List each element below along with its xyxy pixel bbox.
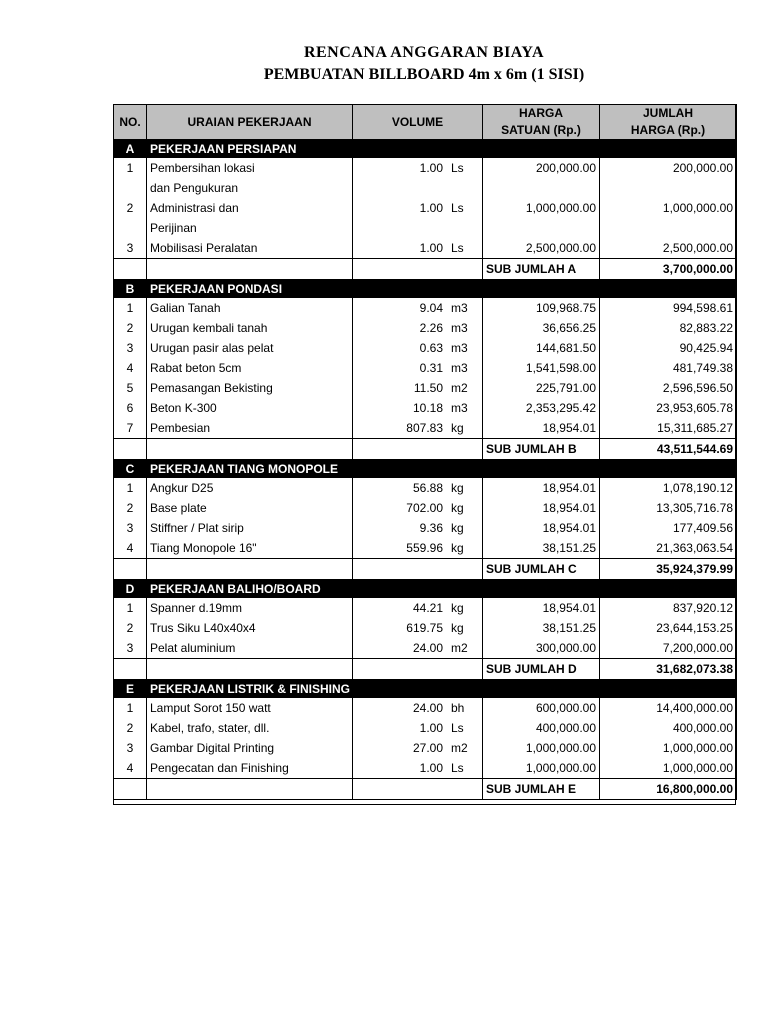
item-volume [353, 218, 483, 238]
table-row [114, 598, 737, 618]
volume-unit: m2 [451, 741, 468, 755]
subtotal-value: 43,511,544.69 [600, 439, 737, 460]
volume-value: 56.88 [412, 481, 443, 495]
section-name: PEKERJAAN BALIHO/BOARD [147, 580, 737, 599]
item-unit-price: 38,151.25 [483, 538, 600, 559]
table-row [114, 318, 737, 338]
item-volume [353, 178, 483, 198]
item-volume [353, 418, 483, 439]
item-unit-price [483, 218, 600, 238]
item-volume [353, 198, 483, 218]
item-unit-price: 600,000.00 [483, 698, 600, 718]
item-total-price: 14,400,000.00 [600, 698, 737, 718]
item-total-price: 2,596,596.50 [600, 378, 737, 398]
volume-unit: m3 [451, 341, 468, 355]
table-row [114, 158, 737, 178]
item-no: 2 [114, 718, 147, 738]
volume-unit: m2 [451, 381, 468, 395]
table-row [114, 218, 737, 238]
item-description: Spanner d.19mm [147, 598, 353, 618]
item-description: Rabat beton 5cm [147, 358, 353, 378]
subtotal-row [114, 259, 737, 280]
table-row [114, 618, 737, 638]
item-volume [353, 338, 483, 358]
section-name: PEKERJAAN PERSIAPAN [147, 140, 737, 159]
item-no: 1 [114, 598, 147, 618]
item-description: Perijinan [147, 218, 353, 238]
subtotal-label: SUB JUMLAH E [483, 779, 600, 800]
item-description: Stiffner / Plat sirip [147, 518, 353, 538]
item-description: Lamput Sorot 150 watt [147, 698, 353, 718]
item-description: Pengecatan dan Finishing [147, 758, 353, 779]
item-unit-price: 2,500,000.00 [483, 238, 600, 259]
item-no: 3 [114, 238, 147, 259]
volume-value: 0.31 [419, 361, 443, 375]
subtotal-label: SUB JUMLAH A [483, 259, 600, 280]
subtotal-row [114, 559, 737, 580]
subtotal-label: SUB JUMLAH D [483, 659, 600, 680]
item-volume [353, 398, 483, 418]
volume-value: 0.63 [419, 341, 443, 355]
header-harga-satuan: HARGA SATUAN (Rp.) [483, 105, 600, 140]
volume-value: 44.21 [412, 601, 443, 615]
item-no: 2 [114, 498, 147, 518]
item-unit-price: 36,656.25 [483, 318, 600, 338]
item-volume [353, 738, 483, 758]
volume-unit: Ls [451, 201, 464, 215]
item-description: Pelat aluminium [147, 638, 353, 659]
item-description: Kabel, trafo, stater, dll. [147, 718, 353, 738]
volume-value: 1.00 [419, 761, 443, 775]
volume-value: 702.00 [406, 501, 443, 515]
subtotal-value: 16,800,000.00 [600, 779, 737, 800]
table-row [114, 198, 737, 218]
item-no: 3 [114, 518, 147, 538]
item-volume [353, 158, 483, 178]
item-description: dan Pengukuran [147, 178, 353, 198]
volume-value: 24.00 [412, 701, 443, 715]
item-volume [353, 238, 483, 259]
item-description: Gambar Digital Printing [147, 738, 353, 758]
item-volume [353, 638, 483, 659]
item-total-price: 1,078,190.12 [600, 478, 737, 498]
table-row [114, 638, 737, 659]
item-description: Administrasi dan [147, 198, 353, 218]
subtotal-row [114, 659, 737, 680]
table-row [114, 238, 737, 259]
subtotal-value: 31,682,073.38 [600, 659, 737, 680]
item-unit-price: 18,954.01 [483, 498, 600, 518]
item-unit-price: 18,954.01 [483, 518, 600, 538]
header-no: NO. [114, 105, 147, 140]
item-total-price: 15,311,685.27 [600, 418, 737, 439]
subtotal-empty-no [114, 259, 147, 280]
item-description: Pembersihan lokasi [147, 158, 353, 178]
subtotal-row [114, 779, 737, 800]
section-header-row [114, 280, 737, 299]
section-name: PEKERJAAN PONDASI [147, 280, 737, 299]
table-row [114, 478, 737, 498]
item-volume [353, 598, 483, 618]
item-no [114, 218, 147, 238]
item-total-price: 481,749.38 [600, 358, 737, 378]
table-row [114, 738, 737, 758]
volume-unit: kg [451, 501, 464, 515]
item-description: Angkur D25 [147, 478, 353, 498]
volume-value: 1.00 [419, 241, 443, 255]
section-header-row [114, 140, 737, 159]
volume-value: 1.00 [419, 201, 443, 215]
subtotal-empty-desc [147, 779, 353, 800]
subtotal-empty-no [114, 559, 147, 580]
document-title: RENCANA ANGGARAN BIAYA [303, 44, 545, 61]
item-total-price: 7,200,000.00 [600, 638, 737, 659]
volume-value: 27.00 [412, 741, 443, 755]
item-no: 4 [114, 758, 147, 779]
item-no: 1 [114, 478, 147, 498]
item-description: Urugan kembali tanah [147, 318, 353, 338]
item-no: 1 [114, 698, 147, 718]
item-total-price [600, 178, 737, 198]
section-name: PEKERJAAN LISTRIK & FINISHING [147, 680, 737, 699]
item-volume [353, 538, 483, 559]
volume-value: 619.75 [406, 621, 443, 635]
subtotal-empty-no [114, 439, 147, 460]
item-description: Urugan pasir alas pelat [147, 338, 353, 358]
item-description: Pembesian [147, 418, 353, 439]
budget-table [113, 104, 737, 800]
item-unit-price: 1,541,598.00 [483, 358, 600, 378]
header-jumlah-harga: JUMLAH HARGA (Rp.) [600, 105, 737, 140]
item-description: Pemasangan Bekisting [147, 378, 353, 398]
item-total-price: 13,305,716.78 [600, 498, 737, 518]
volume-unit: m3 [451, 301, 468, 315]
table-row [114, 398, 737, 418]
volume-unit: kg [451, 421, 464, 435]
table-row [114, 538, 737, 559]
subtotal-empty-desc [147, 559, 353, 580]
item-unit-price: 109,968.75 [483, 298, 600, 318]
subtotal-empty-no [114, 659, 147, 680]
item-no [114, 178, 147, 198]
subtotal-label: SUB JUMLAH C [483, 559, 600, 580]
item-unit-price: 2,353,295.42 [483, 398, 600, 418]
header-volume: VOLUME [353, 105, 483, 140]
item-unit-price: 225,791.00 [483, 378, 600, 398]
item-total-price: 200,000.00 [600, 158, 737, 178]
item-volume [353, 378, 483, 398]
table-row [114, 718, 737, 738]
table-row [114, 518, 737, 538]
item-volume [353, 718, 483, 738]
item-no: 6 [114, 398, 147, 418]
item-no: 5 [114, 378, 147, 398]
item-unit-price [483, 178, 600, 198]
volume-unit: bh [451, 701, 465, 715]
item-no: 2 [114, 198, 147, 218]
section-header-row [114, 680, 737, 699]
item-total-price [600, 218, 737, 238]
header-uraian: URAIAN PEKERJAAN [147, 105, 353, 140]
section-code: C [114, 460, 147, 479]
item-volume [353, 318, 483, 338]
section-header-row [114, 460, 737, 479]
item-no: 4 [114, 358, 147, 378]
item-total-price: 23,644,153.25 [600, 618, 737, 638]
item-total-price: 90,425.94 [600, 338, 737, 358]
item-volume [353, 758, 483, 779]
volume-unit: Ls [451, 761, 464, 775]
item-volume [353, 698, 483, 718]
item-description: Trus Siku L40x40x4 [147, 618, 353, 638]
table-row [114, 378, 737, 398]
item-description: Galian Tanah [147, 298, 353, 318]
item-unit-price: 1,000,000.00 [483, 738, 600, 758]
item-no: 3 [114, 638, 147, 659]
table-row [114, 338, 737, 358]
table-row [114, 418, 737, 439]
item-volume [353, 478, 483, 498]
item-total-price: 994,598.61 [600, 298, 737, 318]
subtotal-row [114, 439, 737, 460]
item-total-price: 1,000,000.00 [600, 198, 737, 218]
volume-unit: m3 [451, 361, 468, 375]
table-row [114, 698, 737, 718]
item-unit-price: 1,000,000.00 [483, 198, 600, 218]
volume-value: 807.83 [406, 421, 443, 435]
subtotal-empty-desc [147, 439, 353, 460]
item-total-price: 21,363,063.54 [600, 538, 737, 559]
item-volume [353, 518, 483, 538]
item-total-price: 82,883.22 [600, 318, 737, 338]
subtotal-empty-desc [147, 259, 353, 280]
item-total-price: 23,953,605.78 [600, 398, 737, 418]
section-code: E [114, 680, 147, 699]
item-no: 1 [114, 158, 147, 178]
item-description: Tiang Monopole 16" [147, 538, 353, 559]
item-description: Base plate [147, 498, 353, 518]
item-unit-price: 38,151.25 [483, 618, 600, 638]
subtotal-empty-volume [353, 559, 483, 580]
volume-value: 10.18 [412, 401, 443, 415]
item-unit-price: 400,000.00 [483, 718, 600, 738]
item-description: Beton K-300 [147, 398, 353, 418]
item-total-price: 177,409.56 [600, 518, 737, 538]
table-row [114, 358, 737, 378]
subtotal-empty-volume [353, 779, 483, 800]
volume-unit: kg [451, 601, 464, 615]
item-no: 2 [114, 318, 147, 338]
subtotal-empty-no [114, 779, 147, 800]
volume-value: 9.36 [419, 521, 443, 535]
volume-unit: kg [451, 621, 464, 635]
section-code: D [114, 580, 147, 599]
item-unit-price: 18,954.01 [483, 598, 600, 618]
item-no: 4 [114, 538, 147, 559]
item-unit-price: 200,000.00 [483, 158, 600, 178]
volume-value: 559.96 [406, 541, 443, 555]
subtotal-value: 3,700,000.00 [600, 259, 737, 280]
item-no: 1 [114, 298, 147, 318]
volume-unit: kg [451, 541, 464, 555]
table-row [114, 498, 737, 518]
volume-value: 2.26 [419, 321, 443, 335]
volume-unit: m3 [451, 321, 468, 335]
item-unit-price: 18,954.01 [483, 418, 600, 439]
section-code: A [114, 140, 147, 159]
volume-value: 24.00 [412, 641, 443, 655]
volume-value: 11.50 [413, 381, 443, 395]
item-unit-price: 1,000,000.00 [483, 758, 600, 779]
item-no: 7 [114, 418, 147, 439]
table-row [114, 758, 737, 779]
subtotal-label: SUB JUMLAH B [483, 439, 600, 460]
subtotal-empty-volume [353, 259, 483, 280]
table-row [114, 178, 737, 198]
volume-value: 1.00 [419, 161, 443, 175]
table-row [114, 298, 737, 318]
item-total-price: 400,000.00 [600, 718, 737, 738]
item-total-price: 1,000,000.00 [600, 738, 737, 758]
item-unit-price: 18,954.01 [483, 478, 600, 498]
document-subtitle: PEMBUATAN BILLBOARD 4m x 6m (1 SISI) [263, 66, 585, 83]
subtotal-empty-volume [353, 439, 483, 460]
volume-value: 1.00 [419, 721, 443, 735]
volume-unit: Ls [451, 161, 464, 175]
section-code: B [114, 280, 147, 299]
volume-unit: Ls [451, 721, 464, 735]
subtotal-empty-desc [147, 659, 353, 680]
table-header-row [114, 105, 737, 140]
volume-unit: kg [451, 521, 464, 535]
item-unit-price: 300,000.00 [483, 638, 600, 659]
item-no: 3 [114, 738, 147, 758]
section-header-row [114, 580, 737, 599]
item-no: 2 [114, 618, 147, 638]
volume-value: 9.04 [419, 301, 443, 315]
item-no: 3 [114, 338, 147, 358]
item-volume [353, 358, 483, 378]
section-name: PEKERJAAN TIANG MONOPOLE [147, 460, 737, 479]
subtotal-value: 35,924,379.99 [600, 559, 737, 580]
item-total-price: 837,920.12 [600, 598, 737, 618]
volume-unit: m2 [451, 641, 468, 655]
item-total-price: 2,500,000.00 [600, 238, 737, 259]
item-volume [353, 498, 483, 518]
item-unit-price: 144,681.50 [483, 338, 600, 358]
subtotal-empty-volume [353, 659, 483, 680]
volume-unit: m3 [451, 401, 468, 415]
item-volume [353, 298, 483, 318]
item-description: Mobilisasi Peralatan [147, 238, 353, 259]
volume-unit: Ls [451, 241, 464, 255]
volume-unit: kg [451, 481, 464, 495]
item-volume [353, 618, 483, 638]
item-total-price: 1,000,000.00 [600, 758, 737, 779]
